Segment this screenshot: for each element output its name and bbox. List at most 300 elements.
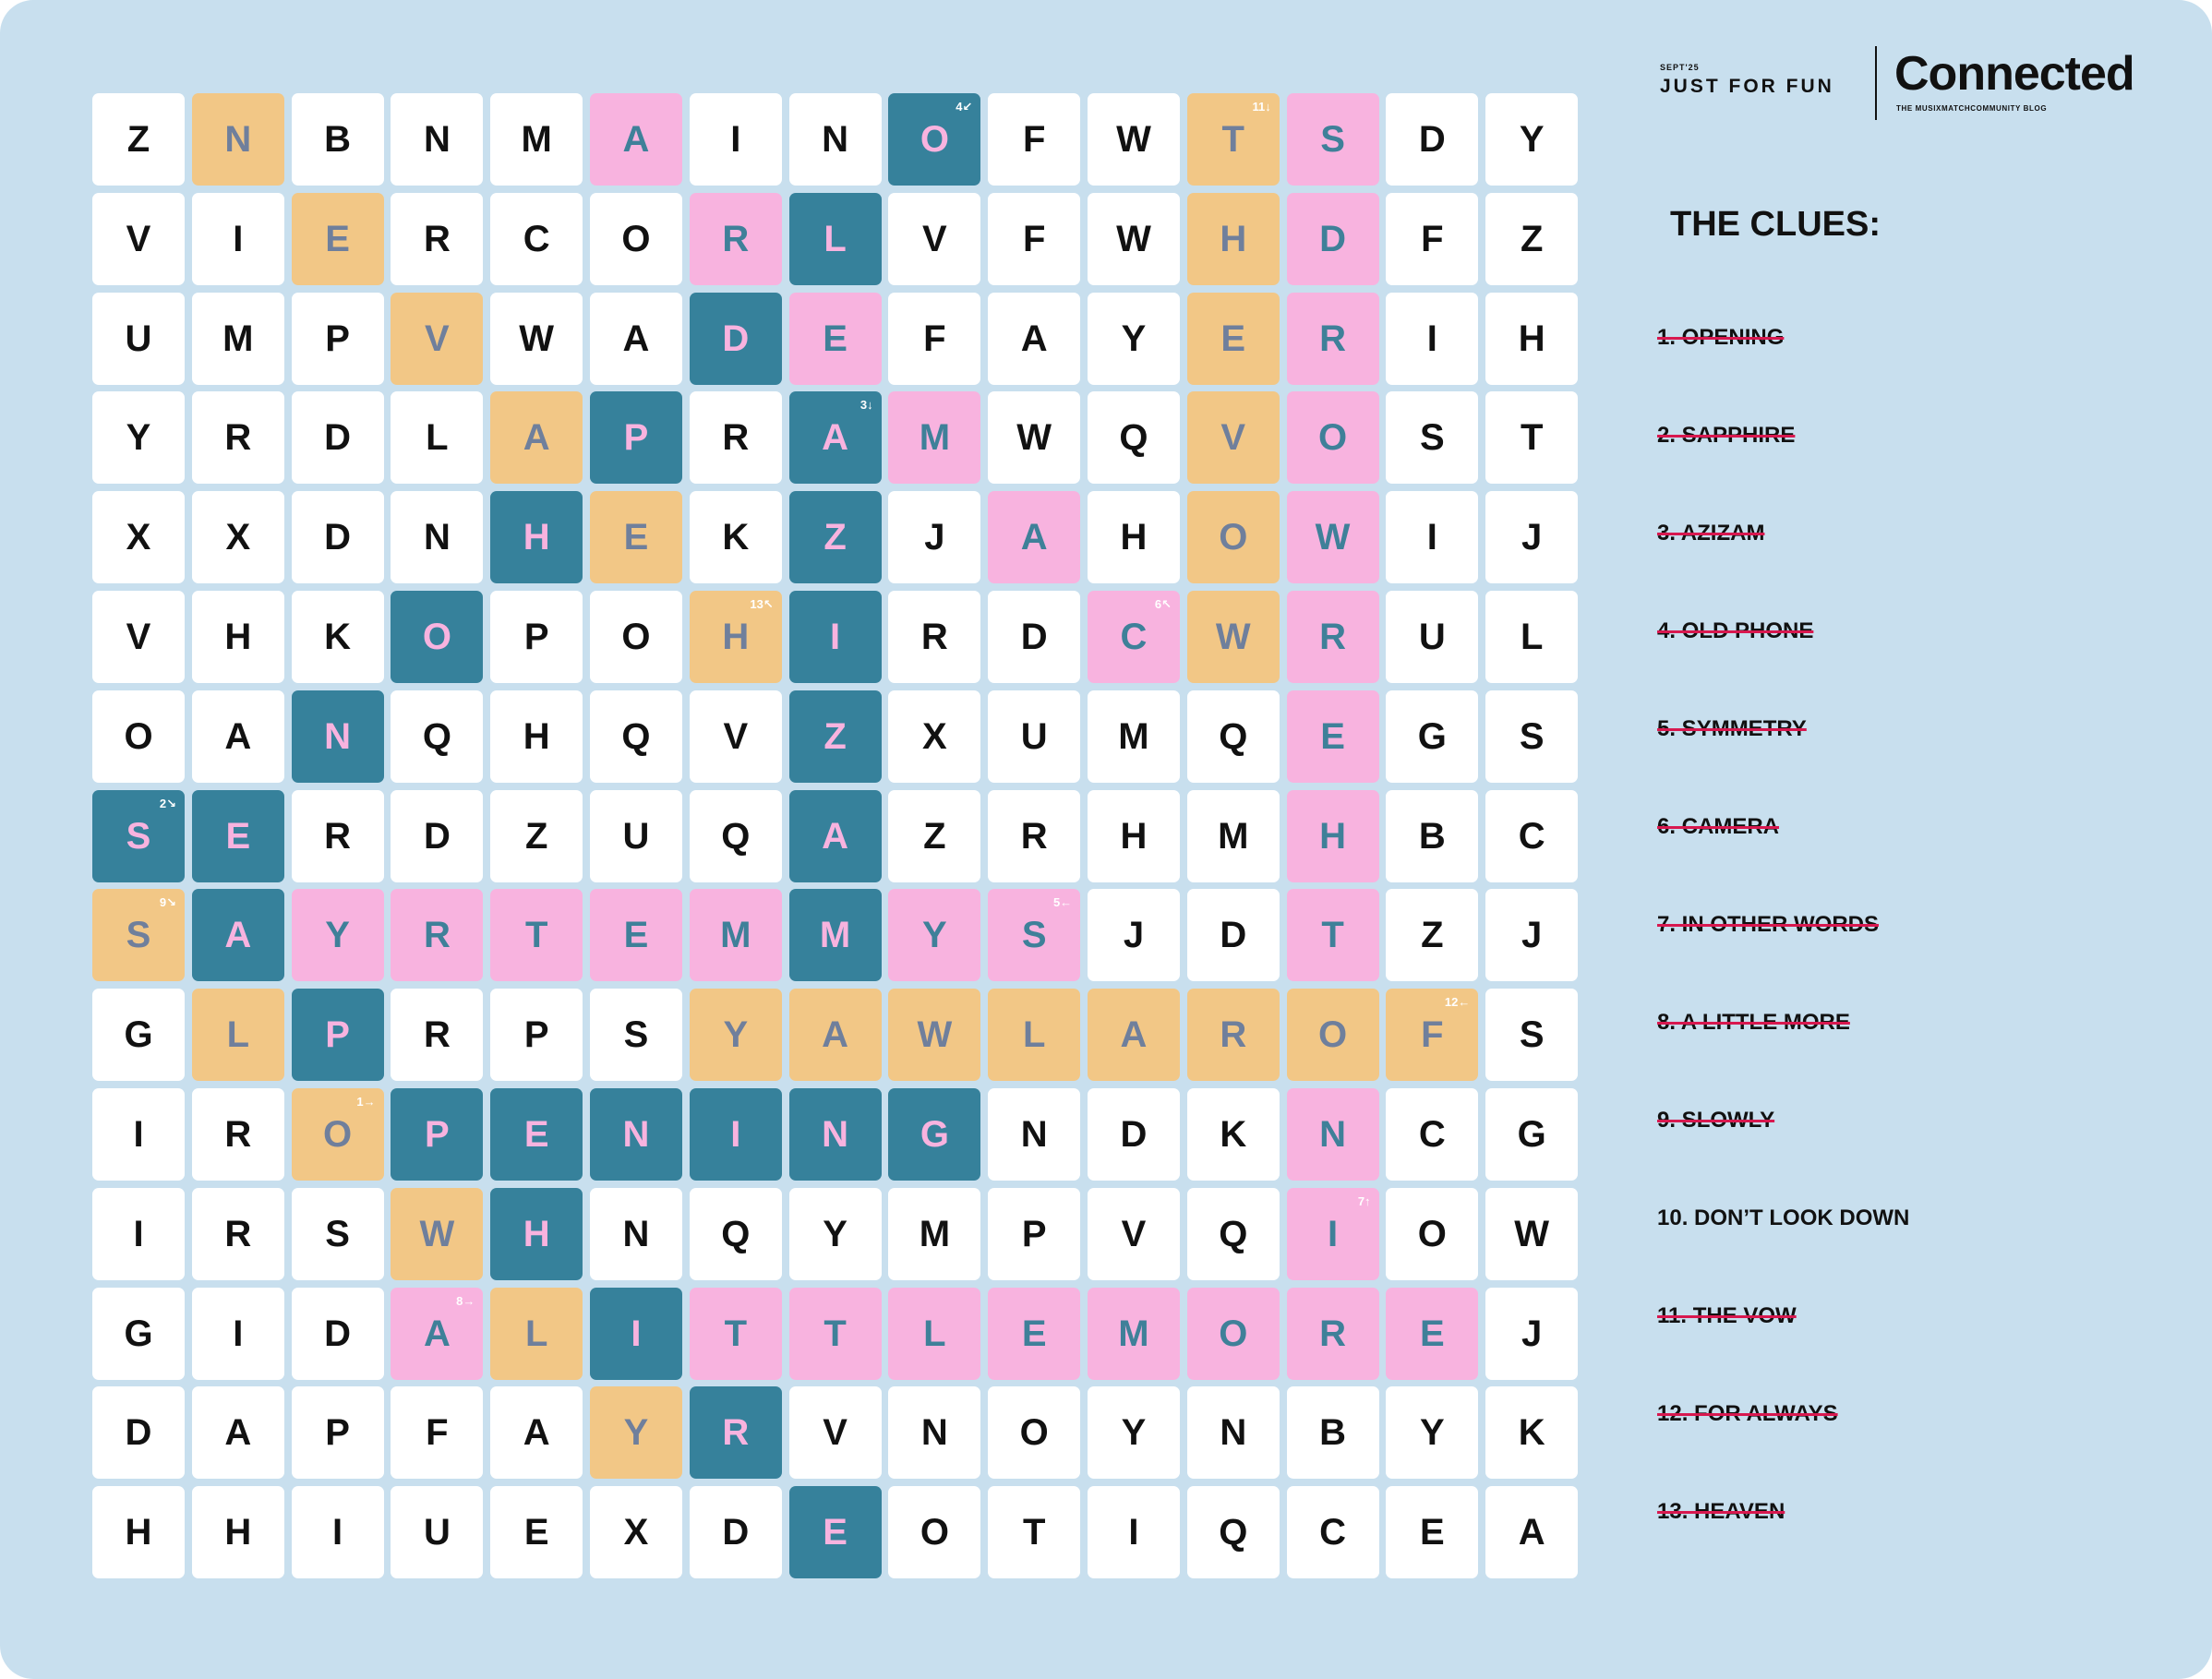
grid-cell[interactable] <box>590 93 682 186</box>
cell-letter: C <box>1418 1113 1446 1155</box>
brand-divider <box>1875 46 1877 120</box>
grid-cell[interactable] <box>888 690 980 783</box>
grid-cell[interactable] <box>690 1188 782 1280</box>
cell-letter: Z <box>126 119 150 160</box>
cell-letter: O <box>1019 1412 1049 1454</box>
grid-cell[interactable] <box>888 591 980 683</box>
grid-cell[interactable] <box>1187 1288 1280 1380</box>
cell-letter: R <box>722 417 750 459</box>
grid-cell[interactable] <box>988 1188 1080 1280</box>
grid-cell[interactable] <box>988 591 1080 683</box>
grid-cell[interactable] <box>888 391 980 484</box>
grid-cell[interactable] <box>1485 293 1578 385</box>
grid-cell[interactable] <box>988 1088 1080 1181</box>
grid-cell[interactable] <box>1386 1188 1478 1280</box>
grid-cell[interactable] <box>1287 989 1379 1081</box>
grid-cell[interactable] <box>1287 690 1379 783</box>
grid-cell[interactable] <box>590 391 682 484</box>
cell-letter: R <box>224 1113 252 1155</box>
clue-start-marker: 8→ <box>456 1293 475 1308</box>
cell-letter: T <box>724 1313 747 1354</box>
grid-cell[interactable] <box>789 1386 882 1479</box>
grid-cell[interactable] <box>1386 1088 1478 1181</box>
grid-cell[interactable] <box>1485 1486 1578 1578</box>
grid-cell[interactable] <box>1485 1088 1578 1181</box>
grid-cell[interactable] <box>1485 491 1578 583</box>
grid-cell[interactable] <box>192 1088 284 1181</box>
grid-cell[interactable] <box>590 1088 682 1181</box>
grid-cell[interactable] <box>192 293 284 385</box>
grid-cell[interactable] <box>1386 93 1478 186</box>
grid-cell[interactable] <box>1088 790 1180 882</box>
grid-cell[interactable] <box>888 889 980 981</box>
cell-letter: S <box>1519 1014 1545 1056</box>
grid-cell[interactable] <box>1088 690 1180 783</box>
grid-cell[interactable] <box>590 1386 682 1479</box>
cell-letter: P <box>325 1014 350 1056</box>
grid-cell[interactable] <box>1287 293 1379 385</box>
grid-cell[interactable] <box>590 591 682 683</box>
grid-cell[interactable] <box>391 193 483 285</box>
grid-cell[interactable] <box>1187 1486 1280 1578</box>
grid-cell[interactable] <box>1088 1386 1180 1479</box>
grid-cell[interactable] <box>1088 989 1180 1081</box>
cell-letter: Q <box>422 715 451 757</box>
clue-start-marker: 7↑ <box>1357 1193 1371 1208</box>
grid-cell[interactable] <box>1485 93 1578 186</box>
grid-cell[interactable] <box>1287 1088 1379 1181</box>
grid-cell[interactable] <box>1187 889 1280 981</box>
grid-cell[interactable] <box>92 790 185 882</box>
grid-cell[interactable] <box>789 1486 882 1578</box>
grid-cell[interactable] <box>490 591 583 683</box>
cell-letter: T <box>524 915 548 956</box>
grid-cell[interactable] <box>789 591 882 683</box>
grid-cell[interactable] <box>789 1088 882 1181</box>
grid-cell[interactable] <box>1088 1486 1180 1578</box>
cell-letter: M <box>919 417 951 459</box>
grid-cell[interactable] <box>92 491 185 583</box>
grid-cell[interactable] <box>789 293 882 385</box>
grid-cell[interactable] <box>192 391 284 484</box>
grid-cell[interactable] <box>490 491 583 583</box>
grid-cell[interactable] <box>590 1188 682 1280</box>
grid-cell[interactable] <box>988 1486 1080 1578</box>
grid-cell[interactable] <box>888 989 980 1081</box>
clue-start-marker: 11↓ <box>1252 100 1271 114</box>
cell-letter: L <box>823 218 847 259</box>
grid-cell[interactable] <box>888 1486 980 1578</box>
grid-cell[interactable] <box>690 790 782 882</box>
cell-letter: E <box>823 318 848 359</box>
grid-cell[interactable] <box>192 491 284 583</box>
clue-item: 6. CAMERA <box>1657 814 1780 839</box>
grid-cell[interactable] <box>1386 591 1478 683</box>
cell-letter: V <box>922 218 947 259</box>
cell-letter: N <box>1319 1113 1346 1155</box>
grid-cell[interactable] <box>789 989 882 1081</box>
grid-cell[interactable] <box>490 391 583 484</box>
grid-cell[interactable] <box>1485 889 1578 981</box>
grid-cell[interactable] <box>789 491 882 583</box>
cell-letter: Q <box>1219 715 1248 757</box>
grid-cell[interactable] <box>1187 93 1280 186</box>
grid-cell[interactable] <box>1287 491 1379 583</box>
grid-cell[interactable] <box>988 93 1080 186</box>
grid-cell[interactable] <box>789 889 882 981</box>
grid-cell[interactable] <box>1287 93 1379 186</box>
clue-start-marker: 13↖ <box>750 596 774 611</box>
cell-letter: E <box>523 1113 549 1155</box>
grid-cell[interactable] <box>1485 1188 1578 1280</box>
grid-cell[interactable] <box>1287 1386 1379 1479</box>
cell-letter: S <box>126 815 151 857</box>
grid-cell[interactable] <box>1287 790 1379 882</box>
grid-cell[interactable] <box>690 889 782 981</box>
grid-cell[interactable] <box>1287 391 1379 484</box>
cell-letter: A <box>822 815 849 857</box>
grid-cell[interactable] <box>92 1088 185 1181</box>
grid-cell[interactable] <box>391 391 483 484</box>
grid-cell[interactable] <box>292 790 384 882</box>
cell-letter: Z <box>823 715 847 757</box>
cell-letter: R <box>1319 1313 1346 1354</box>
grid-cell[interactable] <box>1187 491 1280 583</box>
cell-letter: J <box>1521 517 1543 558</box>
grid-cell[interactable] <box>988 193 1080 285</box>
grid-cell[interactable] <box>789 1288 882 1380</box>
cell-letter: D <box>1418 119 1446 160</box>
grid-cell[interactable] <box>888 790 980 882</box>
grid-cell[interactable] <box>888 93 980 186</box>
grid-cell[interactable] <box>1386 1386 1478 1479</box>
cell-letter: N <box>920 1412 948 1454</box>
grid-cell[interactable] <box>988 491 1080 583</box>
grid-cell[interactable] <box>391 293 483 385</box>
cell-letter: N <box>423 517 451 558</box>
grid-cell[interactable] <box>1088 193 1180 285</box>
grid-cell[interactable] <box>192 93 284 186</box>
grid-cell[interactable] <box>789 1188 882 1280</box>
grid-cell[interactable] <box>1386 293 1478 385</box>
grid-cell[interactable] <box>391 889 483 981</box>
cell-letter: E <box>623 915 649 956</box>
grid-cell[interactable] <box>1287 1188 1379 1280</box>
grid-cell[interactable] <box>292 491 384 583</box>
grid-cell[interactable] <box>292 1088 384 1181</box>
grid-cell[interactable] <box>1187 391 1280 484</box>
grid-cell[interactable] <box>1287 193 1379 285</box>
grid-cell[interactable] <box>192 889 284 981</box>
cell-letter: R <box>722 218 750 259</box>
cell-letter: R <box>1319 616 1346 657</box>
grid-cell[interactable] <box>292 1288 384 1380</box>
cell-letter: U <box>622 815 650 857</box>
grid-cell[interactable] <box>690 591 782 683</box>
grid-cell[interactable] <box>1088 1288 1180 1380</box>
grid-cell[interactable] <box>1088 491 1180 583</box>
grid-cell[interactable] <box>590 790 682 882</box>
grid-cell[interactable] <box>888 1188 980 1280</box>
grid-cell[interactable] <box>92 93 185 186</box>
grid-cell[interactable] <box>988 989 1080 1081</box>
grid-cell[interactable] <box>1187 989 1280 1081</box>
grid-cell[interactable] <box>192 790 284 882</box>
grid-cell[interactable] <box>690 1088 782 1181</box>
grid-cell[interactable] <box>1187 293 1280 385</box>
grid-cell[interactable] <box>490 293 583 385</box>
grid-cell[interactable] <box>789 690 882 783</box>
grid-cell[interactable] <box>490 1288 583 1380</box>
cell-letter: H <box>722 616 750 657</box>
grid-cell[interactable] <box>292 1188 384 1280</box>
grid-cell[interactable] <box>690 93 782 186</box>
grid-cell[interactable] <box>988 889 1080 981</box>
grid-cell[interactable] <box>1088 1088 1180 1181</box>
grid-cell[interactable] <box>1386 989 1478 1081</box>
grid-cell[interactable] <box>789 193 882 285</box>
grid-cell[interactable] <box>292 591 384 683</box>
grid-cell[interactable] <box>888 293 980 385</box>
grid-cell[interactable] <box>789 93 882 186</box>
cell-letter: K <box>1518 1412 1545 1454</box>
cell-letter: T <box>823 1313 847 1354</box>
cell-letter: A <box>1020 318 1048 359</box>
grid-cell[interactable] <box>988 690 1080 783</box>
cell-letter: H <box>523 715 550 757</box>
cell-letter: E <box>1320 715 1345 757</box>
grid-cell[interactable] <box>192 1486 284 1578</box>
grid-cell[interactable] <box>988 293 1080 385</box>
cell-letter: O <box>1219 517 1248 558</box>
grid-cell[interactable] <box>292 690 384 783</box>
clue-item: 7. IN OTHER WORDS <box>1657 912 1880 937</box>
cell-letter: E <box>523 1512 549 1553</box>
grid-cell[interactable] <box>1485 1386 1578 1479</box>
grid-cell[interactable] <box>1088 293 1180 385</box>
grid-cell[interactable] <box>92 690 185 783</box>
grid-cell[interactable] <box>1187 690 1280 783</box>
cell-letter: L <box>426 417 449 459</box>
grid-cell[interactable] <box>1386 1288 1478 1380</box>
cell-letter: I <box>830 616 841 657</box>
grid-cell[interactable] <box>988 790 1080 882</box>
grid-cell[interactable] <box>1287 591 1379 683</box>
grid-cell[interactable] <box>1485 391 1578 484</box>
grid-cell[interactable] <box>490 1188 583 1280</box>
grid-cell[interactable] <box>192 989 284 1081</box>
grid-cell[interactable] <box>690 1288 782 1380</box>
grid-cell[interactable] <box>789 790 882 882</box>
grid-cell[interactable] <box>690 293 782 385</box>
grid-cell[interactable] <box>1386 391 1478 484</box>
grid-cell[interactable] <box>92 591 185 683</box>
grid-cell[interactable] <box>292 989 384 1081</box>
cell-letter: L <box>1022 1014 1046 1056</box>
cell-letter: O <box>124 715 153 757</box>
cell-letter: C <box>1319 1512 1346 1553</box>
grid-cell[interactable] <box>988 1386 1080 1479</box>
grid-cell[interactable] <box>789 391 882 484</box>
grid-cell[interactable] <box>490 193 583 285</box>
cell-letter: Y <box>1519 119 1545 160</box>
grid-cell[interactable] <box>391 1188 483 1280</box>
cell-letter: E <box>1220 318 1246 359</box>
grid-cell[interactable] <box>1187 591 1280 683</box>
grid-cell[interactable] <box>292 293 384 385</box>
grid-cell[interactable] <box>92 391 185 484</box>
cell-letter: N <box>622 1213 650 1254</box>
grid-cell[interactable] <box>391 989 483 1081</box>
cell-letter: N <box>1020 1113 1048 1155</box>
grid-cell[interactable] <box>690 989 782 1081</box>
grid-cell[interactable] <box>92 1188 185 1280</box>
grid-cell[interactable] <box>1088 889 1180 981</box>
grid-cell[interactable] <box>590 1486 682 1578</box>
grid-cell[interactable] <box>292 1386 384 1479</box>
cell-letter: C <box>1518 815 1545 857</box>
grid-cell[interactable] <box>590 293 682 385</box>
grid-cell[interactable] <box>1287 889 1379 981</box>
grid-cell[interactable] <box>690 491 782 583</box>
cell-letter: W <box>1016 417 1052 459</box>
grid-cell[interactable] <box>92 193 185 285</box>
clue-start-marker: 3↓ <box>860 398 873 413</box>
grid-cell[interactable] <box>192 1188 284 1280</box>
grid-cell[interactable] <box>490 989 583 1081</box>
grid-cell[interactable] <box>292 1486 384 1578</box>
cell-letter: A <box>822 417 849 459</box>
grid-cell[interactable] <box>590 889 682 981</box>
grid-cell[interactable] <box>490 889 583 981</box>
grid-cell[interactable] <box>192 690 284 783</box>
grid-cell[interactable] <box>92 293 185 385</box>
grid-cell[interactable] <box>490 790 583 882</box>
grid-cell[interactable] <box>1386 690 1478 783</box>
grid-cell[interactable] <box>92 1288 185 1380</box>
grid-cell[interactable] <box>1187 193 1280 285</box>
grid-cell[interactable] <box>1386 193 1478 285</box>
grid-cell[interactable] <box>391 591 483 683</box>
grid-cell[interactable] <box>690 690 782 783</box>
grid-cell[interactable] <box>292 391 384 484</box>
issue-date: SEPT'25 <box>1660 63 1700 72</box>
grid-cell[interactable] <box>1485 1288 1578 1380</box>
grid-cell[interactable] <box>192 1288 284 1380</box>
grid-cell[interactable] <box>590 1288 682 1380</box>
clue-item: 3. AZIZAM <box>1657 521 1765 546</box>
grid-cell[interactable] <box>391 1288 483 1380</box>
cell-letter: R <box>920 616 948 657</box>
grid-cell[interactable] <box>1187 1386 1280 1479</box>
cell-letter: M <box>1118 715 1149 757</box>
grid-cell[interactable] <box>92 889 185 981</box>
grid-cell[interactable] <box>1485 790 1578 882</box>
grid-cell[interactable] <box>292 93 384 186</box>
cell-letter: M <box>1118 1313 1149 1354</box>
grid-cell[interactable] <box>690 1486 782 1578</box>
grid-cell[interactable] <box>1485 690 1578 783</box>
grid-cell[interactable] <box>391 1088 483 1181</box>
grid-cell[interactable] <box>292 889 384 981</box>
cell-letter: S <box>325 1213 350 1254</box>
grid-cell[interactable] <box>391 1486 483 1578</box>
grid-cell[interactable] <box>590 989 682 1081</box>
grid-cell[interactable] <box>92 1386 185 1479</box>
cell-letter: Y <box>623 1412 649 1454</box>
grid-cell[interactable] <box>192 1386 284 1479</box>
grid-cell[interactable] <box>988 1288 1080 1380</box>
grid-cell[interactable] <box>391 790 483 882</box>
grid-cell[interactable] <box>1386 1486 1478 1578</box>
cell-letter: T <box>1520 417 1544 459</box>
grid-cell[interactable] <box>1187 1188 1280 1280</box>
grid-cell[interactable] <box>490 1386 583 1479</box>
grid-cell[interactable] <box>391 491 483 583</box>
cell-letter: P <box>1021 1213 1047 1254</box>
grid-cell[interactable] <box>1088 391 1180 484</box>
cell-letter: I <box>1328 1213 1339 1254</box>
cell-letter: K <box>722 517 750 558</box>
grid-cell[interactable] <box>1386 790 1478 882</box>
cell-letter: F <box>1421 1014 1444 1056</box>
grid-cell[interactable] <box>988 391 1080 484</box>
grid-cell[interactable] <box>1386 491 1478 583</box>
grid-cell[interactable] <box>1287 1288 1379 1380</box>
grid-cell[interactable] <box>690 391 782 484</box>
cell-letter: N <box>324 715 352 757</box>
grid-cell[interactable] <box>590 690 682 783</box>
grid-cell[interactable] <box>1485 591 1578 683</box>
grid-cell[interactable] <box>92 1486 185 1578</box>
cell-letter: A <box>523 417 550 459</box>
grid-cell[interactable] <box>192 193 284 285</box>
cell-letter: X <box>225 517 251 558</box>
grid-cell[interactable] <box>490 1088 583 1181</box>
grid-cell[interactable] <box>1386 889 1478 981</box>
grid-cell[interactable] <box>391 1386 483 1479</box>
grid-cell[interactable] <box>1088 1188 1180 1280</box>
grid-cell[interactable] <box>1187 1088 1280 1181</box>
grid-cell[interactable] <box>888 1386 980 1479</box>
cell-letter: Q <box>621 715 651 757</box>
grid-cell[interactable] <box>292 193 384 285</box>
grid-cell[interactable] <box>1485 989 1578 1081</box>
grid-cell[interactable] <box>690 1386 782 1479</box>
grid-cell[interactable] <box>888 1088 980 1181</box>
grid-cell[interactable] <box>92 989 185 1081</box>
grid-cell[interactable] <box>192 591 284 683</box>
cell-letter: H <box>1120 517 1148 558</box>
grid-cell[interactable] <box>391 93 483 186</box>
cell-letter: S <box>1320 119 1345 160</box>
grid-cell[interactable] <box>888 1288 980 1380</box>
grid-cell[interactable] <box>590 491 682 583</box>
grid-cell[interactable] <box>1485 193 1578 285</box>
grid-cell[interactable] <box>490 93 583 186</box>
grid-cell[interactable] <box>690 193 782 285</box>
grid-cell[interactable] <box>1088 93 1180 186</box>
grid-cell[interactable] <box>1187 790 1280 882</box>
grid-cell[interactable] <box>888 491 980 583</box>
grid-cell[interactable] <box>490 690 583 783</box>
grid-cell[interactable] <box>391 690 483 783</box>
grid-cell[interactable] <box>490 1486 583 1578</box>
grid-cell[interactable] <box>1088 591 1180 683</box>
grid-cell[interactable] <box>590 193 682 285</box>
grid-cell[interactable] <box>1287 1486 1379 1578</box>
grid-cell[interactable] <box>888 193 980 285</box>
